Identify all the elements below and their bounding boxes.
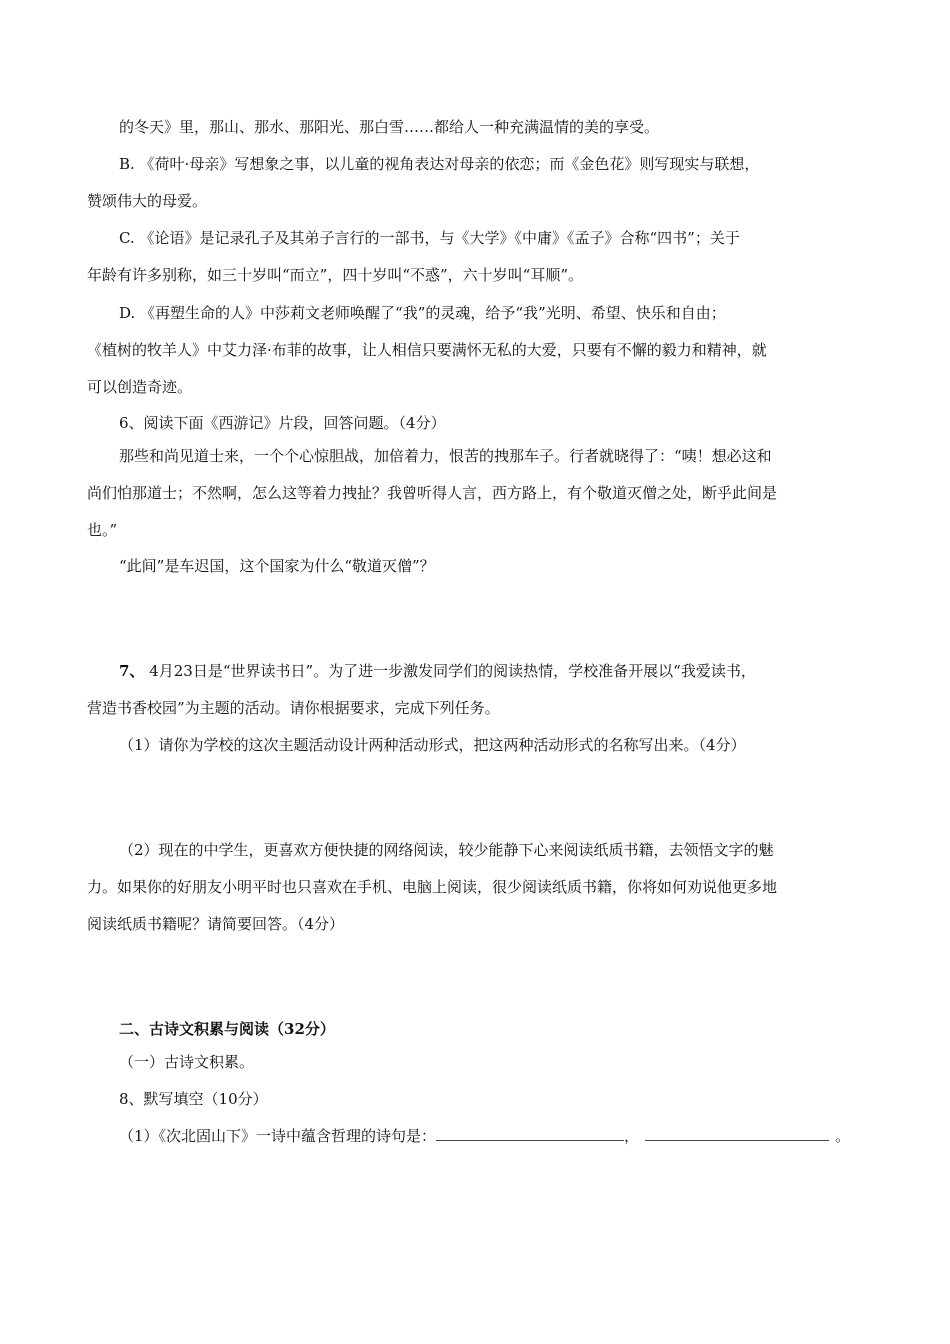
q8-item-1 [119,1126,850,1146]
option-c-line-1: C. 《论语》是记录孔子及其弟子言行的一部书，与《大学》《中庸》《孟子》合称“四书”；关于 [119,229,740,247]
q7-sub-2-line-3: 阅读纸质书籍呢？请简要回答。（4分） [87,915,345,933]
q6-passage-line-2: 尚们怕那道士；不然啊，怎么这等着力拽扯？我曾听得人言，西方路上，有个敬道灭僧之处，断乎此间是 [87,484,778,502]
q7-intro-line-1 [119,661,756,681]
option-b-line-2: 赞颂伟大的母爱。 [87,192,208,210]
q8-title: 8、默写填空（10分） [119,1090,268,1108]
option-d-line-2: 《植树的牧羊人》中艾力泽·布菲的故事，让人相信只要满怀无私的大爱，只要有不懈的毅力和精神，就 [87,341,767,359]
q7-sub-2-line-1: （2）现在的中学生，更喜欢方便快捷的网络阅读，较少能静下心来阅读纸质书籍，去领悟文字的魅 [119,841,774,859]
q6-passage-line-3: 也。” [87,521,118,539]
q7-sub-1: （1）请你为学校的这次主题活动设计两种活动形式，把这两种活动形式的名称写出来。（4分） [119,736,746,754]
q8-comma: ， [624,1127,640,1145]
answer-blank-1[interactable] [436,1126,624,1141]
option-d-line-1: D. 《再塑生命的人》中莎莉文老师唤醒了“我”的灵魂，给予“我”光明、希望、快乐和自由； [119,304,726,322]
q6-passage-line-1: 那些和尚见道士来，一个个心惊胆战，加倍着力，恨苦的拽那车子。行者就晓得了：“咦！想必这和 [119,447,772,465]
option-b-line-1: B. 《荷叶·母亲》写想象之事，以儿童的视角表达对母亲的依恋；而《金色花》则写现实与联想， [119,155,760,173]
section-2-title: 二、古诗文积累与阅读（32分） [119,1020,335,1038]
q8-item-1-text: （1）《次北固山下》一诗中蕴含哲理的诗句是： [119,1127,437,1145]
option-a-line-1: 的冬天》里，那山、那水、那阳光、那白雪……都给人一种充满温情的美的享受。 [119,118,660,136]
q8-period: 。 [835,1127,851,1145]
option-c-line-2: 年龄有许多别称，如三十岁叫“而立”，四十岁叫“不惑”，六十岁叫“耳顺”。 [87,266,584,284]
section-2-subtitle: （一）古诗文积累。 [119,1053,255,1071]
q7-intro-line-2: 营造书香校园”为主题的活动。请你根据要求，完成下列任务。 [87,699,500,717]
q7-sub-2-line-2: 力。如果你的好朋友小明平时也只喜欢在手机、电脑上阅读，很少阅读纸质书籍，你将如何劝说他更多地 [87,878,778,896]
q7-intro-text: 4月23日是“世界读书日”。为了进一步激发同学们的阅读热情，学校准备开展以“我爱读书， [144,662,756,680]
answer-blank-2[interactable] [645,1126,829,1141]
q6-question: “此间”是车迟国，这个国家为什么“敬道灭僧”？ [119,557,435,575]
q7-number: 7、 [119,662,145,680]
q6-title: 6、阅读下面《西游记》片段，回答问题。（4分） [119,414,446,432]
option-d-line-3: 可以创造奇迹。 [87,378,193,396]
